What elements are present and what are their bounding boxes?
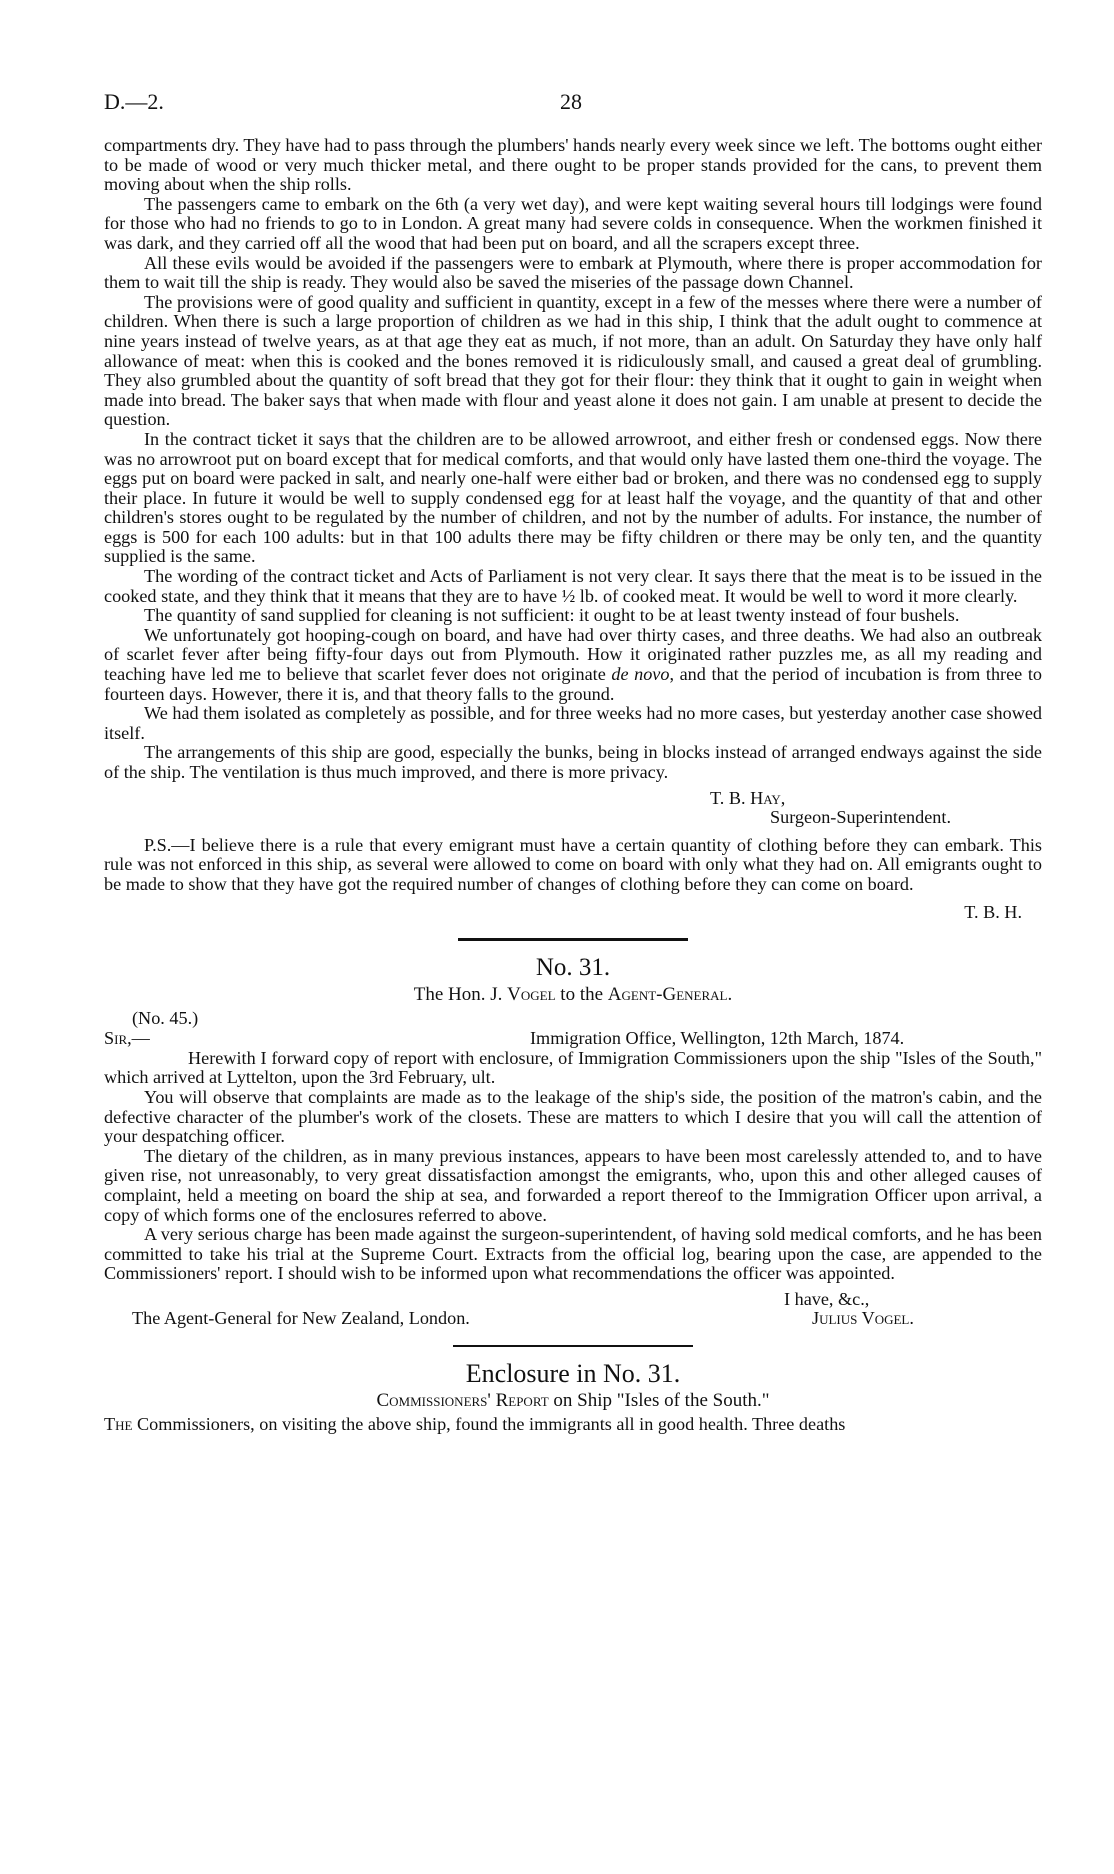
text-run: Commissioners, on visiting the above ship, found the immigrants all in good health. Three deaths: [132, 1413, 846, 1434]
letter-number: No. 31.: [535, 954, 611, 982]
text-run: We unfortunately got hooping-cough on board, and have had over thirty cases, and three deaths. We had also an outbreak of scarlet fever after being fifty-four days out from Plymouth. How it originated rather puzzles me, as all my reading and teaching have led me to believe that scarlet fever does not originate: [104, 624, 1042, 685]
letter-closing: I have, &c.,: [784, 1288, 870, 1309]
letter-paragraph: You will observe that complaints are made as to the leakage of the ship's side, the position of the matron's cabin, and the defective character of the plumber's work of the closets. These are matters to which I desire that you will call the attention of your despatching officer.: [104, 1086, 1042, 1147]
addressee-line: [104, 1309, 1042, 1329]
paragraph: All these evils would be avoided if the passengers were to embark at Plymouth, where there is proper accommodation for them to wait till the ship is ready. They would also be saved the miseries of the passage down Channel.: [104, 252, 1042, 293]
page-number: 28: [560, 89, 582, 114]
postscript-initials: T. B. H.: [964, 901, 1022, 922]
letter-paragraph: Herewith I forward copy of report with enclosure, of Immigration Commissioners upon the ship "Isles of the South," which arrived at Lyttelton, upon the 3rd February, ult.: [104, 1047, 1042, 1088]
subtitle-recipient: Agent-General.: [607, 984, 733, 1006]
paragraph: The provisions were of good quality and sufficient in quantity, except in a few of the messes where there were a number of children. When there is such a large proportion of children as we had in this ship, I think that the adult ought to commence at nine years instead of twelve years, as at that age they eat as much, if not more, than an adult. On Saturday they have only half allowance of meat: when this is cooked and the bones removed it is ridiculously small, and caused a great deal of grumbling. They also grumbled about the quantity of soft bread that they got for their flour: they think that it ought to gain in weight when made into bread. The baker says that when made with flour and yeast alone it does not gain. I am unable at present to decide the question.: [104, 291, 1042, 430]
letter-subtitle: [104, 983, 1042, 1007]
paragraph: The arrangements of this ship are good, especially the bunks, being in blocks instead of arranged endways against the side of the ship. The ventilation is thus much improved, and there is more privacy.: [104, 742, 1042, 782]
paragraph: We had them isolated as completely as possible, and for three weeks had no more cases, but yesterday another case showed itself.: [104, 703, 1042, 743]
paragraph: In the contract ticket it says that the children are to be allowed arrowroot, and either fresh or condensed eggs. Now there was no arrowroot put on board except that for medical comforts, and that would only have lasted them one-third the voyage. The eggs put on board were packed in salt, and nearly one-half were either bad or broken, and there was no condensed egg to supply their place. In future it would be well to supply condensed egg for at least half the voyage, and the quantity of that and other children's stores ought to be regulated by the number of children, and not by the number of adults. For instance, the number of eggs is 500 for each 100 adults: but in that 100 adults there may be fifty children or there may be only ten, and the quantity supplied is the same.: [104, 428, 1042, 567]
text-run: , and that the period of incubation is from three to fourteen days. However, there it is, and that theory falls to the ground.: [104, 664, 1042, 704]
enclosure-paragraph: [104, 1415, 1042, 1435]
letter-paragraph: The dietary of the children, as in many previous instances, appears to have been most carelessly attended to, and to have given rise, not unreasonably, to very great dissatisfaction amongst the emigrants, who, upon this and other alleged causes of complaint, held a meeting on board the ship at sea, and forwarded a report thereof to the Immigration Officer upon arrival, a copy of which forms one of the enclosures referred to above.: [104, 1145, 1042, 1225]
paragraph: The wording of the contract ticket and Acts of Parliament is not very clear. It says there that the meat is to be issued in the cooked state, and they think that it means that they are to have ½ lb. of cooked meat. It would be well to word it more clearly.: [104, 566, 1042, 606]
postscript: P.S.—I believe there is a rule that every emigrant must have a certain quantity of clothing before they can embark. This rule was not enforced in this ship, as several were allowed to come on board with only what they had on. All emigrants ought to be made to show that they have got the required number of changes of clothing before they can come on board.: [104, 834, 1042, 894]
subtitle-text: The Hon. J.: [413, 984, 508, 1006]
paragraph: The passengers came to embark on the 6th (a very wet day), and were kept waiting several hours till lodgings were found for those who had no friends to go to in London. A great many had severe colds in consequence. When the workmen finished it was dark, and they carried off all the wood that had been put on board, and all the scrapers except three.: [104, 193, 1042, 253]
dateline: Immigration Office, Wellington, 12th March, 1874.: [530, 1027, 905, 1048]
subtitle-sender: Vogel: [507, 984, 556, 1006]
subtitle-text: to the: [555, 984, 608, 1006]
addressee: The Agent-General for New Zealand, London.: [132, 1308, 470, 1329]
salutation: Sir,—: [104, 1027, 150, 1048]
paragraph: The quantity of sand supplied for cleaning is not sufficient: it ought to be at least twenty instead of four bushels.: [144, 605, 960, 626]
enclosure-subtitle: [104, 1389, 1042, 1413]
italic-phrase: de novo: [611, 664, 670, 685]
document-body: [104, 136, 1042, 1435]
series-label: D.—2.: [104, 89, 164, 114]
signature-name: T. B. Hay,: [710, 787, 786, 808]
signature-block: [104, 789, 1042, 828]
subtitle-text: on Ship "Isles of the South.": [548, 1389, 770, 1411]
letter-paragraph: A very serious charge has been made against the surgeon-superintendent, of having sold medical comforts, and he has been committed to take his trial at the Supreme Court. Extracts from the official log, bearing upon the case, are appended to the Commissioners' report. I should wish to be informed upon what recommendations the officer was appointed.: [104, 1224, 1042, 1284]
page-header: [104, 89, 1054, 116]
subtitle-report: Commissioners' Report: [376, 1389, 549, 1411]
paragraph-scarlet-fever: [104, 626, 1042, 704]
signature-title: Surgeon-Superintendent.: [770, 807, 952, 828]
enclosure-title: Enclosure in No. 31.: [465, 1358, 681, 1388]
salutation-line: [104, 1029, 1042, 1049]
letter-reference: (No. 45.): [132, 1008, 199, 1029]
paragraph: compartments dry. They have had to pass through the plumbers' hands nearly every week since we left. The bottoms ought either to be made of wood or very much thicker metal, and there ought to be proper stands provided for the cans, to prevent them moving about when the ship rolls.: [104, 135, 1042, 195]
lead-word: The: [104, 1413, 133, 1434]
letter-signer: Julius Vogel.: [812, 1308, 914, 1329]
